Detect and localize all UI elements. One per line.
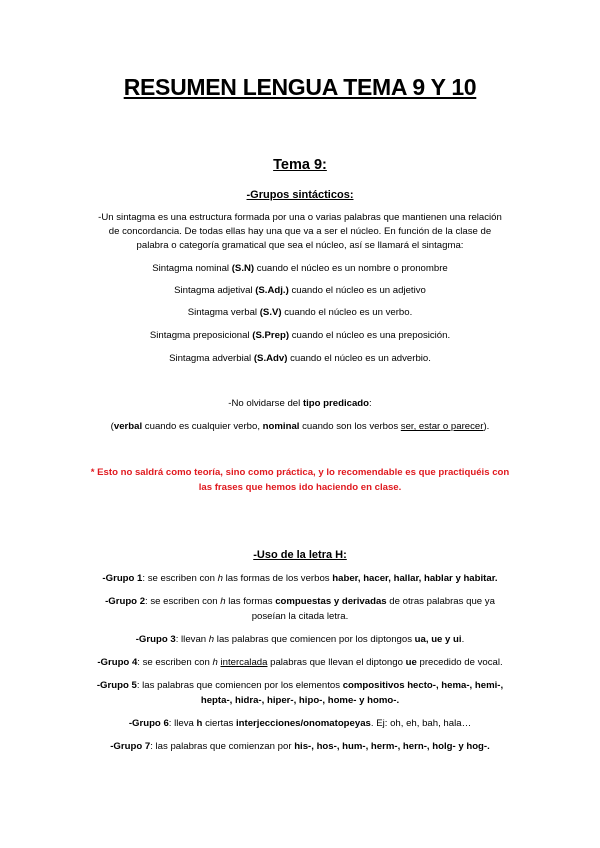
uso-letra-h-heading: -Uso de la letra H:	[253, 549, 347, 561]
document-title: RESUMEN LENGUA TEMA 9 Y 10	[123, 74, 477, 100]
grupo-7: -Grupo 7: las palabras que comienzan por his-, hos-, hum-, herm-, hern-, holg- y hog-.	[110, 741, 490, 752]
sintagma-verbal: Sintagma verbal (S.V) cuando el núcleo es un verbo.	[187, 307, 413, 318]
tema9-heading: Tema 9:	[273, 157, 327, 173]
practice-note-line-1: * Esto no saldrá como teoría, sino como práctica, y lo recomendable es que practiquéis con	[90, 467, 510, 478]
grupo-5: -Grupo 5: las palabras que comiencen por los elementos compositivos hecto-, hema-, hemi-,	[96, 680, 504, 691]
sintagma-preposicional: Sintagma preposicional (S.Prep) cuando el núcleo es una preposición.	[149, 330, 451, 341]
sintagma-adjetival: Sintagma adjetival (S.Adj.) cuando el núcleo es un adjetivo	[174, 285, 426, 296]
grupo-3: -Grupo 3: llevan h las palabras que comiencen por los diptongos ua, ue y ui.	[135, 634, 465, 645]
grupos-sintacticos-heading: -Grupos sintácticos:	[246, 189, 354, 201]
intro-line-3: palabra o categoría gramatical que sea el núcleo, así se llamará el sintagma:	[136, 240, 464, 251]
intro-line-1: -Un sintagma es una estructura formada por una o varias palabras que mantienen una relación	[98, 212, 502, 223]
sintagma-adverbial: Sintagma adverbial (S.Adv) cuando el núcleo es un adverbio.	[169, 353, 431, 364]
practice-note-line-2: las frases que hemos ido haciendo en clase.	[198, 482, 402, 493]
predicado-reminder: -No olvidarse del tipo predicado:	[228, 398, 372, 409]
grupo-4: -Grupo 4: se escriben con h intercalada palabras que llevan el diptongo ue precedido de vocal.	[97, 657, 503, 668]
sintagma-nominal: Sintagma nominal (S.N) cuando el núcleo es un nombre o pronombre	[152, 263, 448, 274]
grupo-2-line-2: poseían la citada letra.	[251, 611, 349, 622]
predicado-detail: (verbal cuando es cualquier verbo, nominal cuando son los verbos ser, estar o parecer).	[110, 421, 490, 432]
grupo-6: -Grupo 6: lleva h ciertas interjecciones/onomatopeyas. Ej: oh, eh, bah, hala…	[128, 718, 472, 729]
intro-line-2: de concordancia. De todas ellas hay una que va a ser el núcleo. En función de la clase de	[108, 226, 492, 237]
grupo-2: -Grupo 2: se escriben con h las formas compuestas y derivadas de otras palabras que ya	[105, 596, 495, 607]
grupo-1: -Grupo 1: se escriben con h las formas de los verbos haber, hacer, hallar, hablar y habitar.	[102, 573, 498, 584]
grupo-5-line-2: hepta-, hidra-, hiper-, hipo-, home- y homo-.	[200, 695, 400, 706]
